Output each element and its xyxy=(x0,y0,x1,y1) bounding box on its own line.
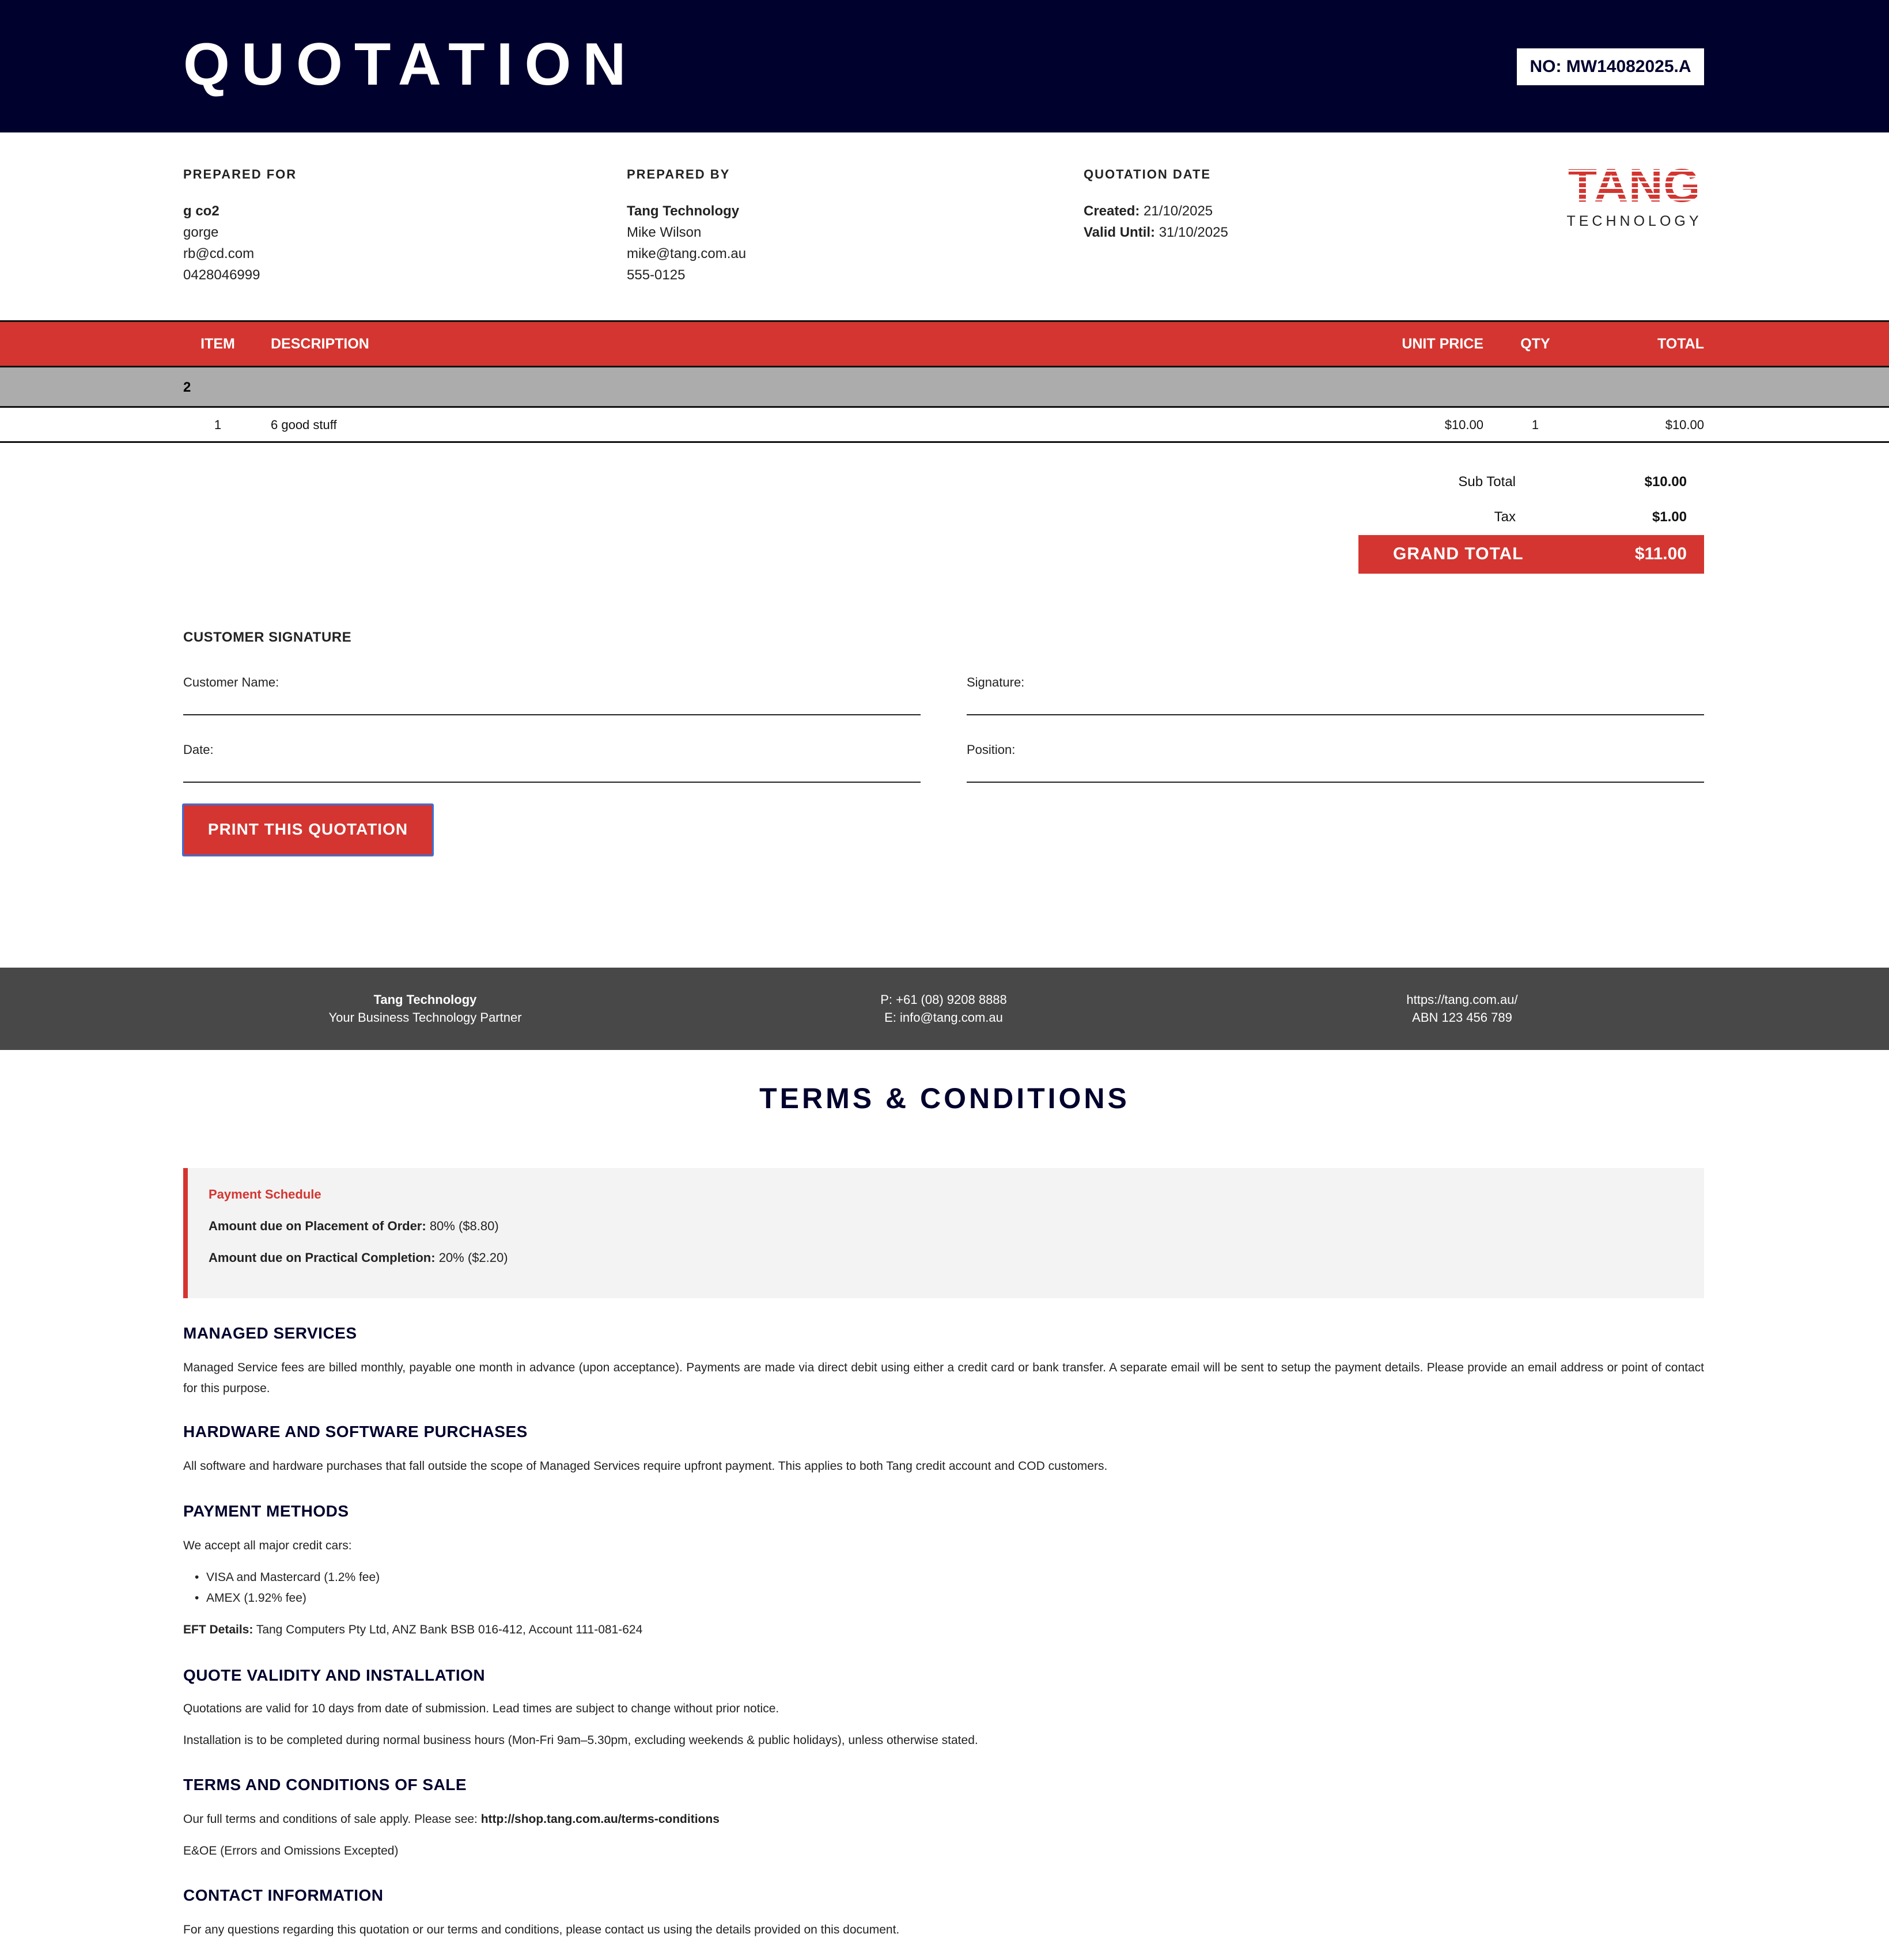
row-description: 6 good stuff xyxy=(271,418,337,432)
row-item-number: 1 xyxy=(214,418,222,432)
date-label: Date: xyxy=(183,742,214,757)
col-header-qty: QTY xyxy=(1520,336,1550,352)
col-header-unit-price: UNIT PRICE xyxy=(1402,336,1483,352)
payment-method-amex: AMEX (1.92% fee) xyxy=(206,1591,306,1605)
list-item xyxy=(196,1591,306,1605)
group-label: 2 xyxy=(183,380,191,395)
payment-schedule-box xyxy=(183,1168,1704,1298)
eft-value: Tang Computers Pty Ltd, ANZ Bank BSB 016-412, Account 111-081-624 xyxy=(253,1623,643,1636)
vendor-email: mike@tang.com.au xyxy=(627,246,747,261)
created-label: Created: xyxy=(1084,203,1140,219)
row-total: $10.00 xyxy=(1665,418,1704,432)
grand-total-bar xyxy=(1358,535,1704,574)
client-name: gorge xyxy=(183,225,219,240)
subtotal-value: $10.00 xyxy=(1644,474,1687,490)
footer-abn: ABN 123 456 789 xyxy=(1412,1010,1512,1025)
quotation-date-block xyxy=(1084,166,1228,243)
table-row xyxy=(0,408,1889,443)
col-header-total: TOTAL xyxy=(1657,336,1704,352)
prepared-for-heading: PREPARED FOR xyxy=(183,167,297,181)
completion-label: Amount due on Practical Completion: xyxy=(209,1250,436,1265)
vendor-contact-name: Mike Wilson xyxy=(627,225,702,240)
col-header-description: DESCRIPTION xyxy=(271,336,369,352)
quote-validity-text: Quotations are valid for 10 days from date of submission. Lead times are subject to change without prior notice. xyxy=(183,1702,779,1715)
terms-title: TERMS & CONDITIONS xyxy=(759,1082,1130,1114)
footer-company-name: Tang Technology xyxy=(373,992,477,1007)
list-item xyxy=(196,1571,380,1584)
contact-info-text: For any questions regarding this quotation or our terms and conditions, please contact us using the details provided on this document. xyxy=(183,1923,900,1936)
valid-until-label: Valid Until: xyxy=(1084,225,1156,240)
footer-email: E: info@tang.com.au xyxy=(884,1010,1003,1025)
payment-line-completion xyxy=(209,1250,508,1265)
vendor-company: Tang Technology xyxy=(627,203,740,219)
customer-signature-heading: CUSTOMER SIGNATURE xyxy=(183,630,352,645)
signature-field[interactable] xyxy=(967,675,1704,715)
completion-value: 20% ($2.20) xyxy=(435,1250,508,1265)
quote-validity-heading: QUOTE VALIDITY AND INSTALLATION xyxy=(183,1666,486,1684)
tang-logo-wordmark xyxy=(1565,166,1704,206)
payment-methods-heading: PAYMENT METHODS xyxy=(183,1502,349,1520)
page-title: QUOTATION xyxy=(183,31,638,98)
installation-text: Installation is to be completed during normal business hours (Mon-Fri 9am–5.30pm, excluding weekends & public holidays), unless otherwise stated. xyxy=(183,1734,978,1747)
row-qty: 1 xyxy=(1531,418,1539,432)
table-group-row xyxy=(0,367,1889,408)
grand-total-value: $11.00 xyxy=(1634,544,1687,563)
signature-label: Signature: xyxy=(967,675,1025,689)
prepared-by-heading: PREPARED BY xyxy=(627,167,730,181)
footer-tagline: Your Business Technology Partner xyxy=(328,1010,522,1025)
footer-phone: P: +61 (08) 9208 8888 xyxy=(880,992,1007,1007)
hardware-software-heading: HARDWARE AND SOFTWARE PURCHASES xyxy=(183,1423,528,1440)
managed-services-text: Managed Service fees are billed monthly, payable one month in advance (upon acceptance). Payments are made via direct debit using either a credit card or bank transfer. A separate email will be sent to setup the payment details. Please provide an email address or point of contact for this purpose. xyxy=(183,1361,1704,1395)
managed-services-heading: MANAGED SERVICES xyxy=(183,1324,357,1342)
payment-methods-intro: We accept all major credit cars: xyxy=(183,1539,352,1552)
contact-info-heading: CONTACT INFORMATION xyxy=(183,1886,384,1904)
client-company: g co2 xyxy=(183,203,219,219)
eft-label: EFT Details: xyxy=(183,1623,253,1636)
valid-until-date: 31/10/2025 xyxy=(1159,225,1228,240)
payment-line-placement xyxy=(209,1219,499,1234)
customer-name-label: Customer Name: xyxy=(183,675,279,689)
sale-terms-intro: Our full terms and conditions of sale apply. Please see: xyxy=(183,1813,481,1826)
logo-word: TANG xyxy=(1568,166,1701,206)
header-band xyxy=(0,0,1889,132)
client-email: rb@cd.com xyxy=(183,246,255,261)
sale-terms-heading: TERMS AND CONDITIONS OF SALE xyxy=(183,1776,467,1794)
eft-details xyxy=(183,1620,1704,1640)
grand-total-label: GRAND TOTAL xyxy=(1393,544,1524,563)
position-label: Position: xyxy=(967,742,1016,757)
position-field[interactable] xyxy=(967,742,1704,783)
payment-method-visa: VISA and Mastercard (1.2% fee) xyxy=(206,1571,380,1584)
customer-name-field[interactable] xyxy=(183,675,921,715)
footer-web-block xyxy=(1260,991,1664,1026)
client-phone: 0428046999 xyxy=(183,267,260,283)
placement-label: Amount due on Placement of Order: xyxy=(209,1219,426,1233)
payment-schedule-title: Payment Schedule xyxy=(209,1187,321,1201)
print-quotation-button[interactable]: PRINT THIS QUOTATION xyxy=(182,803,434,856)
footer-company-block xyxy=(224,991,627,1026)
subtotal-label: Sub Total xyxy=(1458,474,1516,490)
tax-value: $1.00 xyxy=(1652,509,1687,525)
tax-label: Tax xyxy=(1494,509,1516,525)
eoe-text: E&OE (Errors and Omissions Excepted) xyxy=(183,1844,399,1857)
prepared-for-block xyxy=(183,166,297,286)
vendor-phone: 555-0125 xyxy=(627,267,686,283)
row-unit-price: $10.00 xyxy=(1444,418,1483,432)
prepared-by-block xyxy=(627,166,746,286)
date-field[interactable] xyxy=(183,742,921,783)
placement-value: 80% ($8.80) xyxy=(426,1219,499,1233)
subtotal-row xyxy=(1358,471,1704,494)
tax-row xyxy=(1358,506,1704,529)
created-date: 21/10/2025 xyxy=(1144,203,1213,219)
footer-contact-block xyxy=(742,991,1145,1026)
sale-terms-text xyxy=(183,1809,1704,1830)
terms-link[interactable]: http://shop.tang.com.au/terms-conditions xyxy=(480,1813,720,1826)
col-header-item: ITEM xyxy=(200,336,235,352)
quote-number-badge: NO: MW14082025.A xyxy=(1517,48,1704,85)
footer-website-link[interactable]: https://tang.com.au/ xyxy=(1406,992,1518,1007)
tang-logo xyxy=(1565,166,1704,230)
quotation-date-heading: QUOTATION DATE xyxy=(1084,167,1212,181)
hardware-software-text: All software and hardware purchases that fall outside the scope of Managed Services require upfront payment. This applies to both Tang credit account and COD customers. xyxy=(183,1459,1108,1473)
footer-band xyxy=(0,968,1889,1050)
items-table-header xyxy=(0,320,1889,367)
logo-subtitle: TECHNOLOGY xyxy=(1566,213,1702,229)
